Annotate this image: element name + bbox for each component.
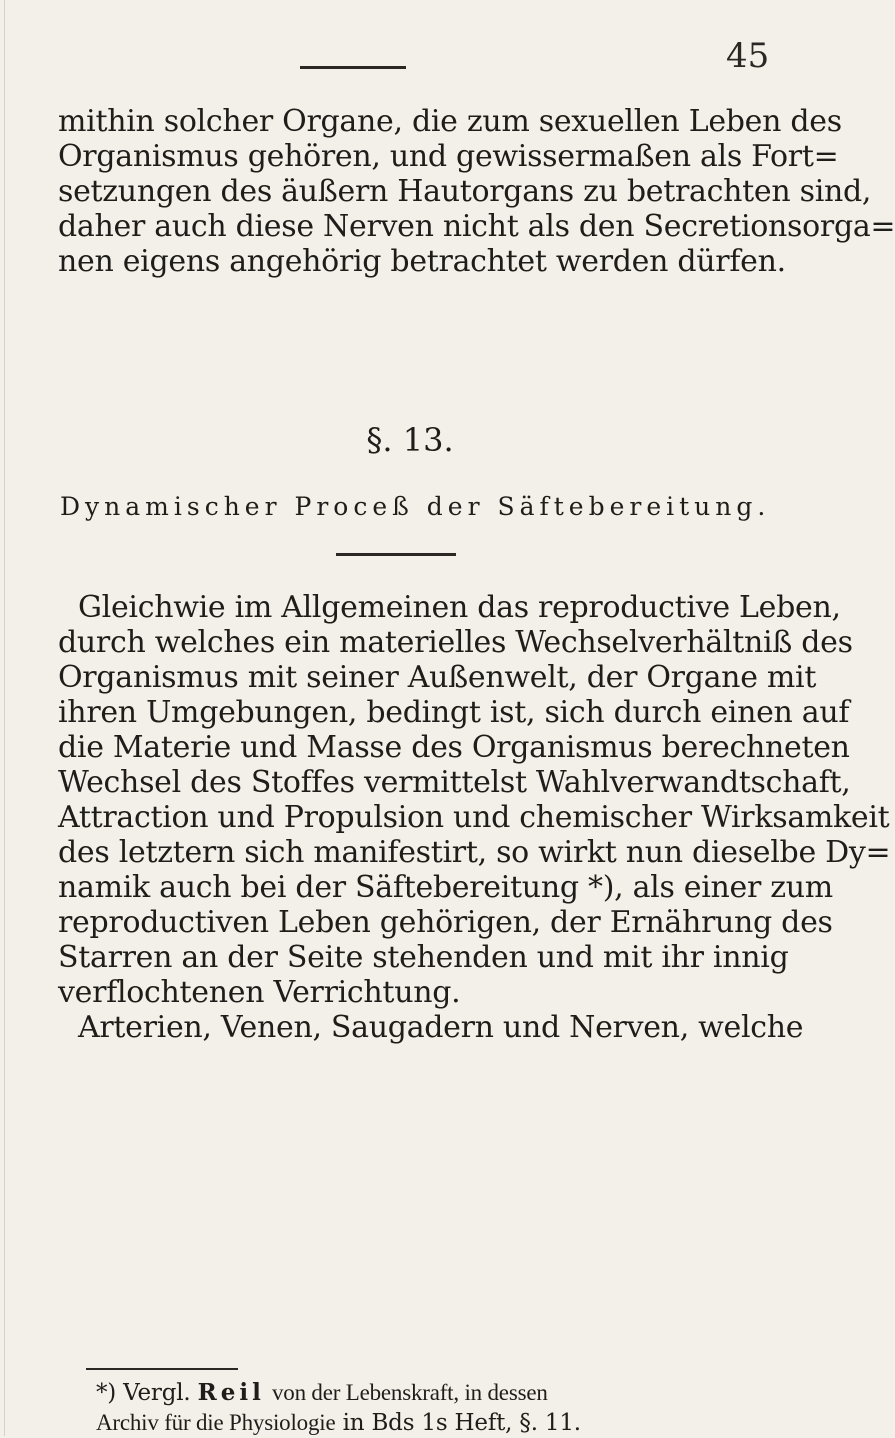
text-line: Wechsel des Stoffes vermittelst Wahlverwandtschaft, <box>58 765 851 800</box>
footnote-reference: in Bds 1s Heft, §. 11. <box>342 1410 581 1436</box>
section-rule <box>336 553 456 556</box>
text-line: die Materie und Masse des Organismus berechneten <box>58 730 850 765</box>
text-line: reproductiven Leben gehörigen, der Ernährung des <box>58 905 833 940</box>
page-edge-line <box>4 0 5 1436</box>
text-line: verflochtenen Verrichtung. <box>58 975 461 1010</box>
text-line: des letztern sich manifestirt, so wirkt nun dieselbe Dy= <box>58 835 891 870</box>
text-line: durch welches ein materielles Wechselverhältniß des <box>58 625 853 660</box>
text-line: ihren Umgebungen, bedingt ist, sich durch einen auf <box>58 695 850 730</box>
page-number: 45 <box>726 36 770 76</box>
text-line: Gleichwie im Allgemeinen das reproductive Leben, <box>78 590 841 625</box>
text-line: Organismus gehören, und gewissermaßen als Fort= <box>58 139 839 174</box>
paragraph-continuation <box>58 104 895 279</box>
footnote-title-part1: von der Lebenskraft, in dessen <box>271 1380 548 1405</box>
text-line: nen eigens angehörig betrachtet werden dürfen. <box>58 244 786 279</box>
footnote <box>96 1378 776 1438</box>
text-line: namik auch bei der Säftebereitung *), als einer zum <box>58 870 833 905</box>
footnote-line <box>96 1378 776 1408</box>
text-line: daher auch diese Nerven nicht als den Secretionsorga= <box>58 209 895 244</box>
text-line: setzungen des äußern Hautorgans zu betrachten sind, <box>58 174 872 209</box>
text-line: Arterien, Venen, Saugadern und Nerven, welche <box>78 1010 804 1045</box>
paragraph-main <box>58 590 891 1045</box>
section-number: §. 13. <box>366 421 454 459</box>
footnote-title-part2: Archiv für die Physiologie <box>96 1410 336 1435</box>
footnote-rule <box>86 1368 238 1370</box>
text-line: Starren an der Seite stehenden und mit ihr innig <box>58 940 789 975</box>
text-line: Organismus mit seiner Außenwelt, der Organe mit <box>58 660 817 695</box>
text-line: mithin solcher Organe, die zum sexuellen Leben des <box>58 104 842 139</box>
footnote-line <box>96 1408 776 1438</box>
text-line: Attraction und Propulsion und chemischer Wirksamkeit <box>58 800 890 835</box>
header-rule <box>300 66 406 69</box>
section-heading: Dynamischer Proceß der Säftebereitung. <box>60 492 771 521</box>
footnote-marker: *) Vergl. <box>96 1380 191 1406</box>
footnote-author: Reil <box>197 1379 265 1406</box>
